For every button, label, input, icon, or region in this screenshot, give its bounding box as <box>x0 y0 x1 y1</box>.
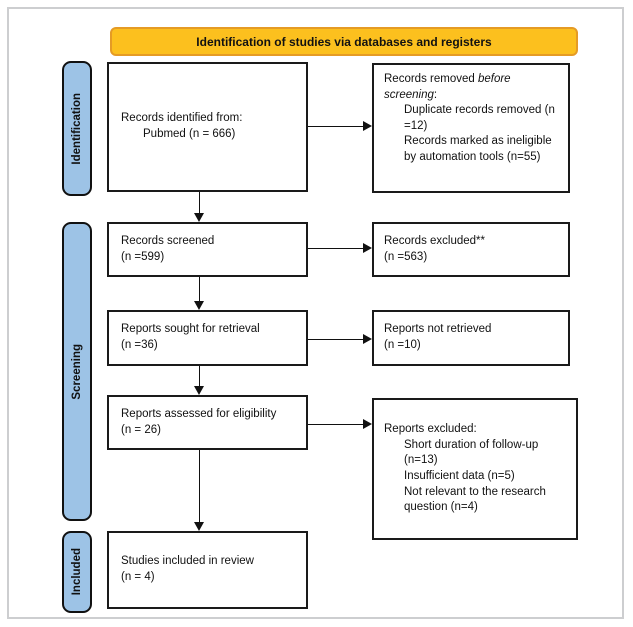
box-reports-assessed-line2: (n = 26) <box>121 423 161 436</box>
box-reports-assessed <box>107 395 308 450</box>
stage-ribbon-identification <box>62 61 92 196</box>
box-reports-excluded-title: Reports excluded: <box>384 423 477 436</box>
box-records-identified <box>107 62 308 192</box>
box-records-excluded-line2: (n =563) <box>384 250 428 263</box>
box-reports-not-retrieved-line2: (n =10) <box>384 339 421 351</box>
box-records-removed-title <box>384 72 562 103</box>
stage-label-identification: Identification <box>71 92 83 165</box>
box-records-excluded <box>372 222 570 277</box>
box-studies-included <box>107 531 308 609</box>
box-reports-sought <box>107 310 308 366</box>
stage-ribbon-included <box>62 531 92 613</box>
box-records-identified-line2: Pubmed (n = 666) <box>143 128 236 140</box>
banner-label: Identification of studies via databases and registers <box>196 34 492 49</box>
box-records-screened-line2: (n =599) <box>121 250 165 263</box>
arrow-assessed-to-included <box>199 450 200 522</box>
reports-excluded-item-not-relevant: Not relevant to the research question (n=4) <box>404 485 546 514</box>
arrow-identified-to-removed <box>308 126 363 127</box>
box-reports-excluded <box>372 398 578 540</box>
box-reports-not-retrieved-line1: Reports not retrieved <box>384 323 492 336</box>
box-records-screened <box>107 222 308 277</box>
arrow-assessed-to-reports-excluded <box>308 424 363 425</box>
arrow-sought-to-not-retrieved <box>308 339 363 340</box>
stage-ribbon-screening <box>62 222 92 521</box>
box-studies-included-line1: Studies included in review <box>121 555 254 568</box>
box-records-excluded-line1: Records excluded** <box>384 234 486 247</box>
arrow-screened-to-excluded <box>308 248 363 249</box>
box-reports-sought-line2: (n =36) <box>121 339 158 351</box>
records-removed-item-automation: Records marked as ineligible by automation tools (n=55) <box>404 135 552 163</box>
records-removed-title-suffix: : <box>433 88 438 101</box>
box-reports-assessed-line1: Reports assessed for eligibility <box>121 407 277 420</box>
box-records-identified-line1: Records identified from: <box>121 112 243 125</box>
reports-excluded-item-duration: Short duration of follow-up (n=13) <box>404 438 539 467</box>
box-reports-sought-line1: Reports sought for retrieval <box>121 323 260 336</box>
arrow-sought-to-assessed <box>199 366 200 386</box>
arrow-identified-to-screened <box>199 192 200 213</box>
box-reports-not-retrieved <box>372 310 570 366</box>
box-records-screened-line1: Records screened <box>121 234 215 247</box>
box-records-removed <box>372 63 570 193</box>
records-removed-title-prefix: Records removed <box>384 73 478 85</box>
records-removed-title-italic: before screening <box>384 73 511 101</box>
arrow-screened-to-sought <box>199 277 200 301</box>
stage-label-included: Included <box>71 548 83 596</box>
reports-excluded-item-insufficient: Insufficient data (n=5) <box>404 470 515 482</box>
records-removed-item-duplicates: Duplicate records removed (n =12) <box>404 104 555 132</box>
stage-label-screening: Screening <box>71 343 83 400</box>
box-studies-included-line2: (n = 4) <box>121 571 155 583</box>
banner-title <box>110 27 578 56</box>
